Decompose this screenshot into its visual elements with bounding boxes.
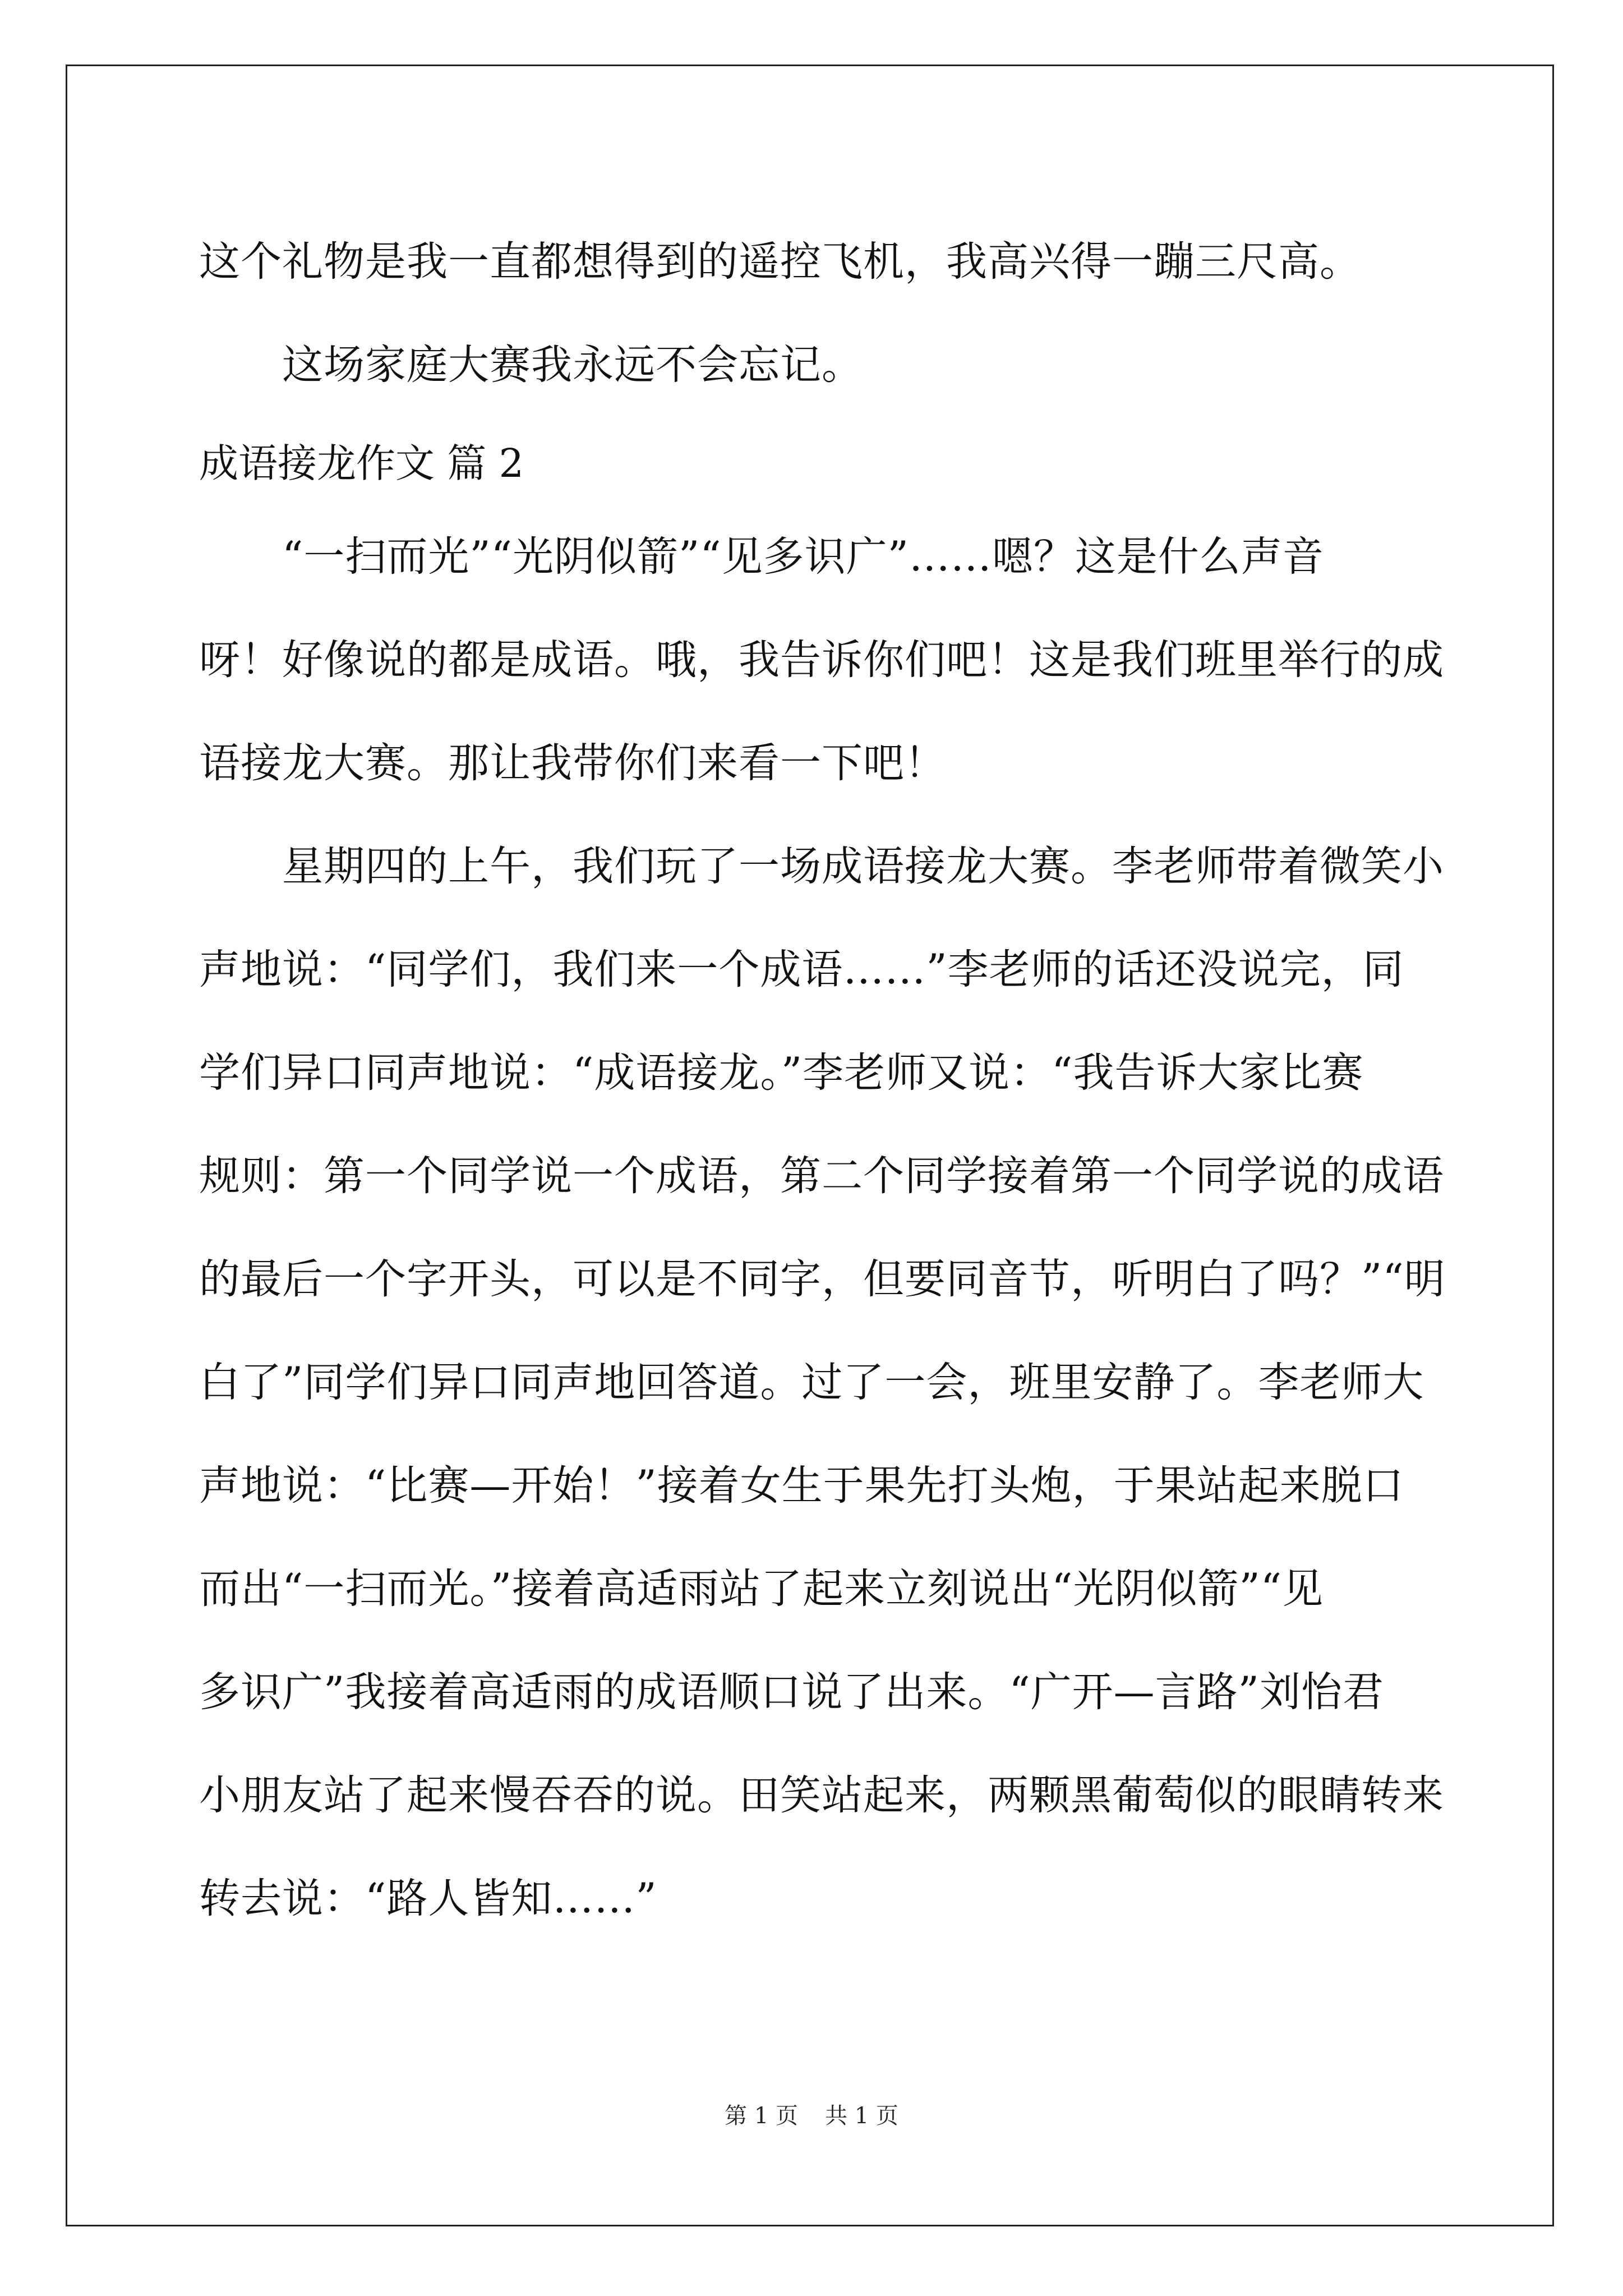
page-total: 共 1 页 — [825, 2103, 898, 2129]
text-line: 的最后一个字开头，可以是不同字，但要同音节，听明白了吗？”“明 — [199, 1255, 1446, 1303]
text-line: 多识广”我接着高适雨的成语顺口说了出来。“广开—言路”刘怡君 — [199, 1668, 1384, 1716]
text-line: 这个礼物是我一直都想得到的遥控飞机，我高兴得一蹦三尺高。 — [199, 238, 1361, 286]
text-line: 白了”同学们异口同声地回答道。过了一会，班里安静了。李老师大 — [199, 1359, 1424, 1406]
page-number: 第 1 页 — [725, 2103, 798, 2129]
section-title: 成语接龙作文 篇 2 — [199, 440, 524, 486]
paragraph — [199, 505, 1444, 815]
text-line: 声地说：“同学们，我们来一个成语……”李老师的话还没说完，同 — [199, 946, 1404, 993]
text-line: 呀！好像说的都是成语。哦，我告诉你们吧！这是我们班里举行的成 — [199, 636, 1444, 684]
text-line: 学们异口同声地说：“成语接龙。”李老师又说：“我告诉大家比赛 — [199, 1049, 1364, 1097]
text-line: 语接龙大赛。那让我带你们来看一下吧！ — [199, 739, 946, 787]
paragraph — [199, 815, 1446, 1950]
text-line: 规则：第一个同学说一个成语，第二个同学接着第一个同学说的成语 — [199, 1152, 1444, 1200]
text-line: 转去说：“路人皆知……” — [199, 1875, 657, 1922]
text-line: 小朋友站了起来慢吞吞的说。田笑站起来，两颗黑葡萄似的眼睛转来 — [199, 1772, 1444, 1819]
text-line: 声地说：“比赛—开始！”接着女生于果先打头炮，于果站起来脱口 — [199, 1462, 1404, 1510]
text-line: 而出“一扫而光。”接着高适雨站了起来立刻说出“光阴似箭”“见 — [199, 1565, 1324, 1613]
text-line: “一扫而光”“光阴似箭”“见多识广”……嗯？这是什么声音 — [282, 533, 1324, 581]
page-footer — [0, 2098, 1623, 2130]
text-line: 这场家庭大赛我永远不会忘记。 — [282, 341, 863, 389]
document-body — [199, 210, 1446, 1950]
text-line: 星期四的上午，我们玩了一场成语接龙大赛。李老师带着微笑小 — [282, 843, 1444, 890]
